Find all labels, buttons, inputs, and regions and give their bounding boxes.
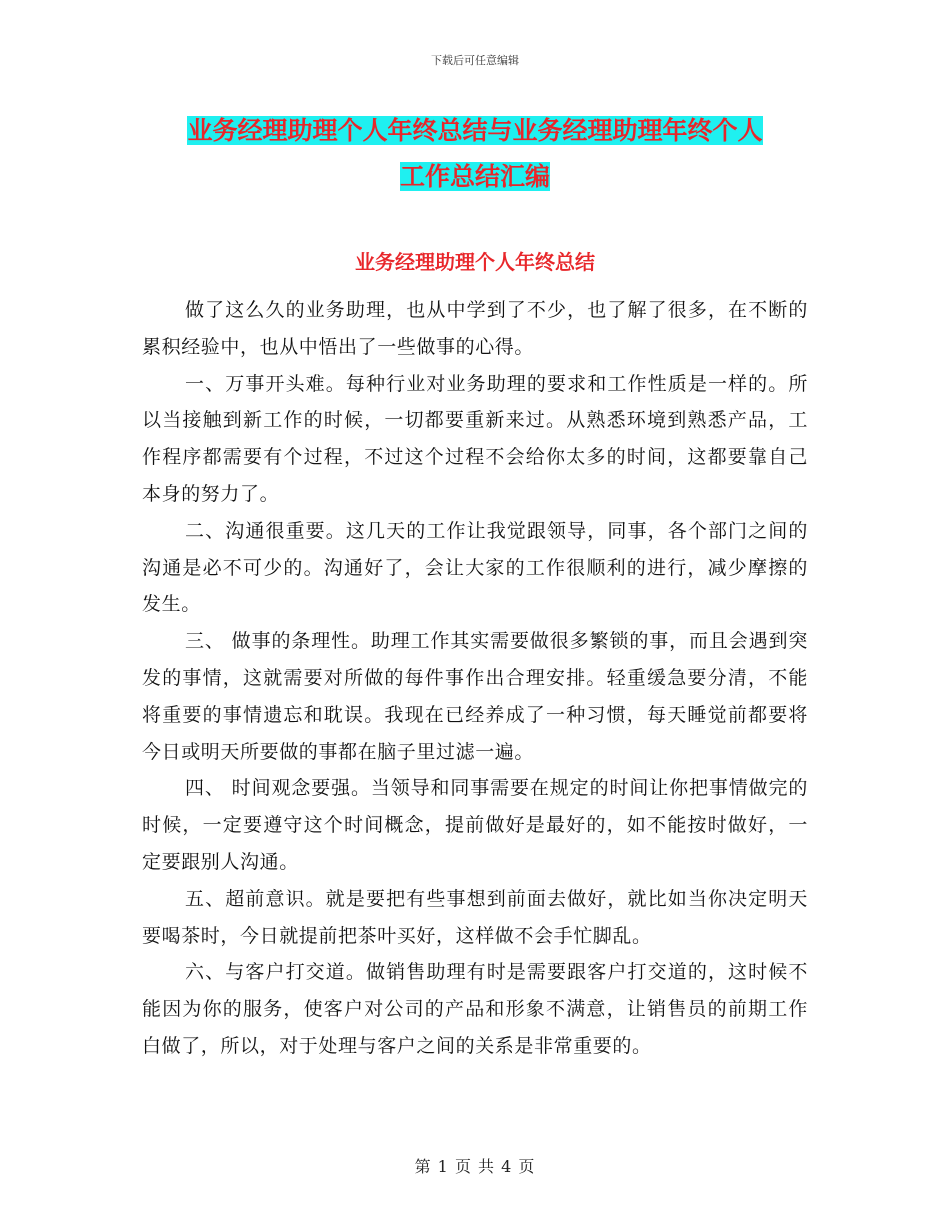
page-footer-page-number: 第 1 页 共 4 页 — [414, 1157, 536, 1176]
paragraph-intro: 做了这么久的业务助理，也从中学到了不少，也了解了很多，在不断的累积经验中，也从中悟出了一些做事的心得。 — [142, 299, 808, 358]
document-title-line-1: 业务经理助理个人年终总结与业务经理助理年终个人 — [187, 116, 763, 145]
document-title-line-2: 工作总结汇编 — [399, 162, 550, 191]
section-title: 业务经理助理个人年终总结 — [355, 250, 595, 274]
paragraph-point-1: 一、万事开头难。每种行业对业务助理的要求和工作性质是一样的。所以当接触到新工作的时候，一切都要重新来过。从熟悉环境到熟悉产品，工作程序都需要有个过程，不过这个过程不会给你太多的时间，这都要靠自己本身的努力了。 — [142, 372, 808, 505]
paragraph-point-4: 四、 时间观念要强。当领导和同事需要在规定的时间让你把事情做完的时候，一定要遵守这个时间概念，提前做好是最好的，如不能按时做好，一定要跟别人沟通。 — [142, 777, 808, 873]
document-title — [150, 108, 800, 200]
paragraph-point-5: 五、超前意识。就是要把有些事想到前面去做好，就比如当你决定明天要喝茶时，今日就提前把茶叶买好，这样做不会手忙脚乱。 — [142, 887, 808, 947]
body-text — [142, 292, 808, 1065]
paragraph-point-6: 六、与客户打交道。做销售助理有时是需要跟客户打交道的，这时候不能因为你的服务，使客户对公司的产品和形象不满意，让销售员的前期工作白做了，所以，对于处理与客户之间的关系是非常重要的。 — [142, 961, 808, 1057]
page-header: 下载后可任意编辑 — [431, 54, 519, 67]
paragraph-point-3: 三、 做事的条理性。助理工作其实需要做很多繁锁的事，而且会遇到突发的事情，这就需要对所做的每件事作出合理安排。轻重缓急要分清，不能将重要的事情遗忘和耽误。我现在已经养成了一种习惯，每天睡觉前都要将今日或明天所要做的事都在脑子里过滤一遍。 — [142, 630, 808, 763]
paragraph-point-2: 二、沟通很重要。这几天的工作让我觉跟领导，同事，各个部门之间的沟通是必不可少的。沟通好了，会让大家的工作很顺利的进行，减少摩擦的发生。 — [142, 519, 808, 616]
